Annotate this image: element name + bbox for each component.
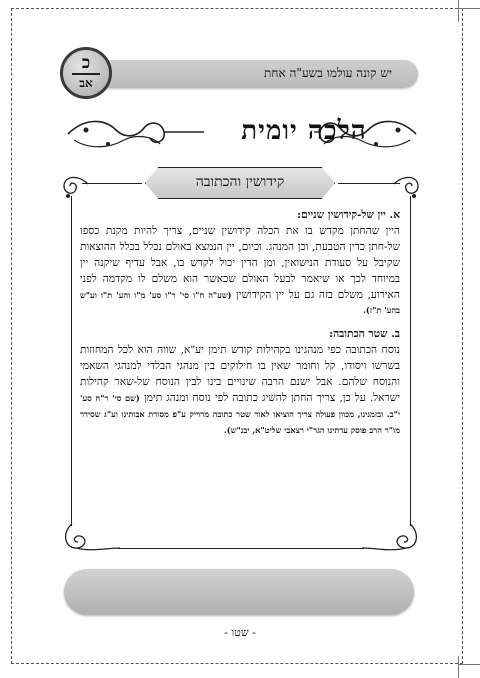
paragraph-source: (שם סי' ר"ח סע' י"ב. ובזמנינו, מכוון פעולה צריך הוציאו לאור שטר כתובה מרוייק ע"פ מסורת אבותינו וע"ג שסידר מו"ר הרב פוסק עדתינו הגר"י רצאבי שליט"א, יבנ"ש). xyxy=(80,392,400,435)
date-month: אב xyxy=(79,76,93,90)
card-left-border xyxy=(71,196,72,526)
crop-mark-vertical xyxy=(458,0,459,22)
paragraph-heading: ב. שטר הכתובה: xyxy=(329,328,400,341)
content-body xyxy=(80,208,400,447)
title-banner xyxy=(64,110,420,154)
page-title: הלכה יומית xyxy=(241,116,367,146)
paragraph xyxy=(80,208,400,319)
crop-mark-horizontal-bottom xyxy=(458,664,480,665)
corner-ornament-icon xyxy=(388,172,424,202)
date-badge xyxy=(60,47,112,99)
footer-bar xyxy=(64,569,414,615)
corner-ornament-icon xyxy=(58,522,122,556)
paragraph xyxy=(80,327,400,438)
corner-ornament-icon xyxy=(58,172,94,202)
paragraph-source: (שע"ה ח"ו סי' ר"ו סע' מ"ו והע' ת"ו וע"ש בהע' ת"ז). xyxy=(80,289,400,316)
card-right-border xyxy=(410,196,411,526)
section-title: קידושין והכתובה xyxy=(195,174,285,190)
corner-ornament-icon xyxy=(360,522,424,556)
header-quote: יש קונה עולמו בשע"ה אחת xyxy=(264,66,392,80)
crop-mark-horizontal-top xyxy=(458,8,480,9)
date-day: כ xyxy=(81,53,91,73)
date-divider xyxy=(72,73,100,75)
crop-mark-vertical-bottom xyxy=(458,656,459,678)
card-bottom-line xyxy=(118,548,364,549)
paragraph-text: היין שהחתן מקדש בו את הכלה קידושין שניים, צריך להיות מקנת כספו של-חתן כדין הטבעת, וכן המנהג. וכיום, יין הנמצא באולם נכלל בכלל ההוצאות שקיבל על סעודת הנישואין, ומן הדין יכול לקדש בו, אבל עדיף שיקנה יין במיוחד לכך או שיאמר לבעל האולם שכאשר הוא משלם לו מקדמה לפני האירוע, משלם בזה גם על יין הקידושין xyxy=(80,224,400,301)
paragraph-heading: א. יין של-קידושין שניים: xyxy=(297,209,400,221)
header-bar xyxy=(78,60,418,88)
page-number: - שטו - xyxy=(224,626,256,639)
paragraph-text: נוסח הכתובה כפי מנהגינו בקהילות קודש תימן יע"א, שווה הוא לכל המחוזות בשרשו ויסודו, קל וחומר שאין בו חילוקים בין מנהגי הבלדי למנהגי השאמי והנוסח שלהם. אבל ישנם הרבה שינויים בינו לבין הנוסח של-שאר קהילות ישראל. על כן, צריך החתן להשיג כתובה לפי נוסח ומנהג תימן xyxy=(80,344,401,404)
